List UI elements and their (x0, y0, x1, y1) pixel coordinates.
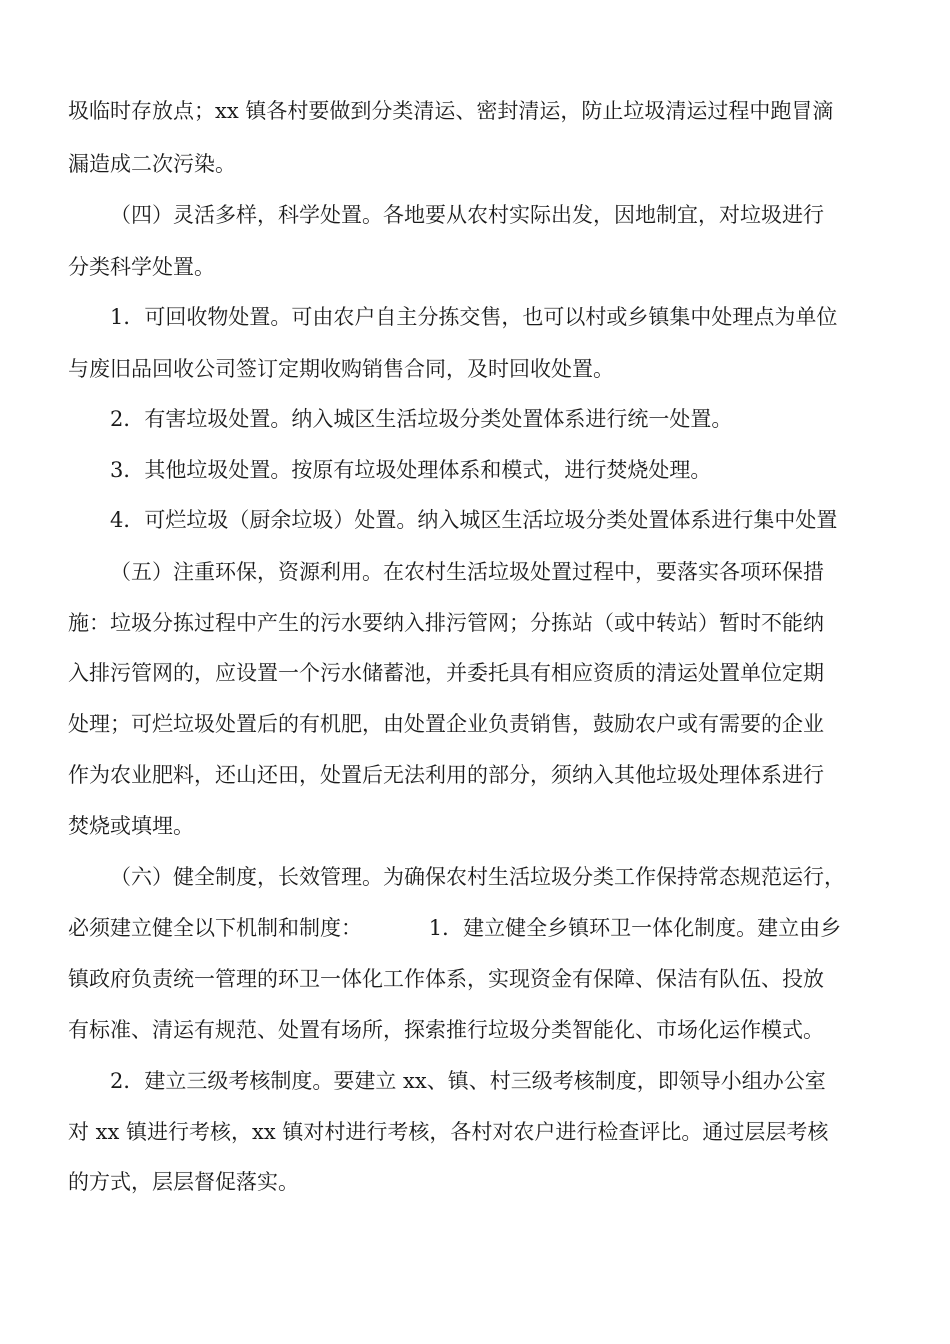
text-line: （四）灵活多样，科学处置。各地要从农村实际出发，因地制宜，对垃圾进行 (110, 203, 824, 227)
text-line: 2．建立三级考核制度。要建立 xx、镇、村三级考核制度，即领导小组办公室 (110, 1069, 826, 1093)
text-line: （五）注重环保，资源利用。在农村生活垃圾处置过程中，要落实各项环保措 (110, 560, 824, 584)
text-line: 1．可回收物处置。可由农户自主分拣交售，也可以村或乡镇集中处理点为单位 (110, 305, 838, 329)
text-line: 4．可烂垃圾（厨余垃圾）处置。纳入城区生活垃圾分类处置体系进行集中处置 (110, 508, 838, 532)
text-line: （六）健全制度，长效管理。为确保农村生活垃圾分类工作保持常态规范运行， (110, 865, 845, 889)
text-line: 分类科学处置。 (68, 255, 215, 279)
text-line: 圾临时存放点；xx 镇各村要做到分类清运、密封清运，防止垃圾清运过程中跑冒滴 (68, 99, 834, 123)
text-line: 的方式，层层督促落实。 (68, 1170, 299, 1194)
text-line: 2．有害垃圾处置。纳入城区生活垃圾分类处置体系进行统一处置。 (110, 407, 733, 431)
text-line: 对 xx 镇进行考核，xx 镇对村进行考核，各村对农户进行检查评比。通过层层考核 (68, 1120, 829, 1144)
text-line: 入排污管网的，应设置一个污水储蓄池，并委托具有相应资质的清运处置单位定期 (68, 661, 824, 685)
text-line: 施：垃圾分拣过程中产生的污水要纳入排污管网；分拣站（或中转站）暂时不能纳 (68, 611, 824, 635)
text-line: 处理；可烂垃圾处置后的有机肥，由处置企业负责销售，鼓励农户或有需要的企业 (68, 712, 824, 736)
text-line: 必须建立健全以下机制和制度： 1．建立健全乡镇环卫一体化制度。建立由乡 (68, 916, 842, 940)
text-line: 焚烧或填埋。 (68, 814, 194, 838)
text-line: 漏造成二次污染。 (68, 152, 236, 176)
text-line: 有标准、清运有规范、处置有场所，探索推行垃圾分类智能化、市场化运作模式。 (68, 1018, 824, 1042)
text-line: 3．其他垃圾处置。按原有垃圾处理体系和模式，进行焚烧处理。 (110, 458, 712, 482)
text-line: 与废旧品回收公司签订定期收购销售合同，及时回收处置。 (68, 357, 614, 381)
text-line: 作为农业肥料，还山还田，处置后无法利用的部分，须纳入其他垃圾处理体系进行 (68, 763, 824, 787)
text-line: 镇政府负责统一管理的环卫一体化工作体系，实现资金有保障、保洁有队伍、投放 (68, 967, 824, 991)
